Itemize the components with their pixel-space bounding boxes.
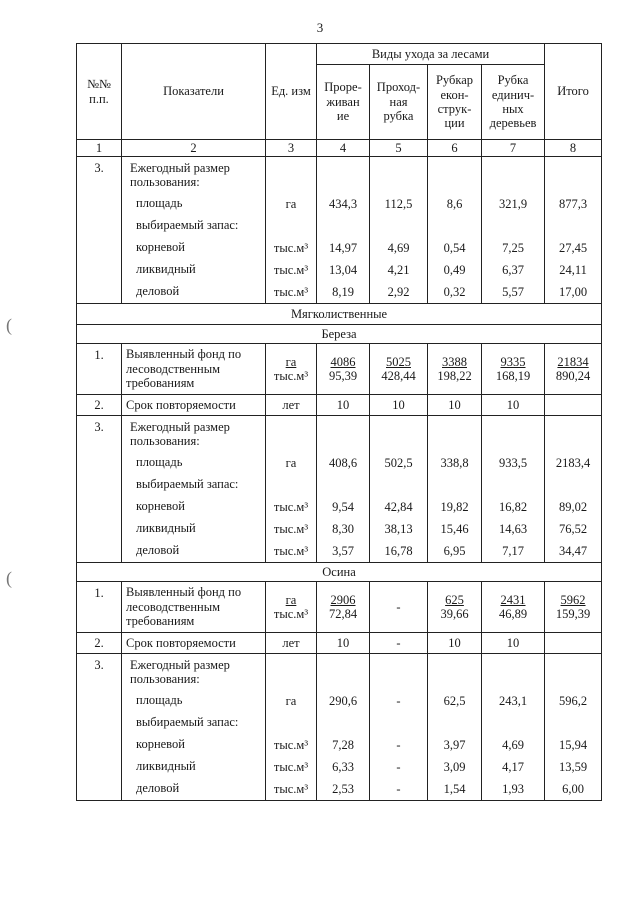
row-num: 3. <box>77 157 122 304</box>
stock-value: 0,49 <box>443 262 466 277</box>
stock-unit: тыс.м³ <box>273 262 309 277</box>
row-num: 1. <box>77 344 122 395</box>
area-value: 8,6 <box>446 196 463 211</box>
stock-value: 8,30 <box>332 521 354 536</box>
area-unit: га <box>285 455 297 470</box>
type-values <box>482 157 545 304</box>
section-soft-leaved: Мягколиственные <box>77 304 602 325</box>
stock-value: 1,93 <box>502 781 524 796</box>
value-stack <box>321 654 365 800</box>
stock-unit: тыс.м³ <box>273 543 309 558</box>
unit-top: га <box>285 354 297 369</box>
title-spacer <box>432 654 477 690</box>
blank <box>432 712 477 734</box>
stock-value: 15,94 <box>558 737 588 752</box>
unit-fraction <box>270 355 312 384</box>
stock-unit: тыс.м³ <box>273 737 309 752</box>
value-fraction <box>549 355 597 384</box>
header-type: Рубка единич-ных деревьев <box>482 65 545 140</box>
annual-units <box>266 157 317 304</box>
stock-value: 7,25 <box>502 240 524 255</box>
type-values <box>370 157 428 304</box>
stock-value: 0,32 <box>443 284 466 299</box>
value-stack <box>321 157 365 303</box>
unit-stack <box>270 416 312 562</box>
stock-value: 14,63 <box>498 521 528 536</box>
column-number: 6 <box>428 140 482 157</box>
annual-usage-row <box>77 157 602 304</box>
term-row <box>77 633 602 654</box>
annual-units <box>266 654 317 801</box>
value-top: 5962 <box>560 592 586 607</box>
stock-value: 0,54 <box>443 240 466 255</box>
stock-value: 24,11 <box>559 262 587 277</box>
term-row <box>77 395 602 416</box>
stock-value: - <box>396 737 401 752</box>
unit-fraction <box>270 593 312 622</box>
fund-value <box>428 582 482 633</box>
header-num: №№ п.п. <box>77 44 122 140</box>
blank <box>374 712 423 734</box>
stock-value: 3,97 <box>443 737 466 752</box>
area-label: площадь <box>136 195 183 210</box>
stock-value: - <box>396 759 401 774</box>
value-stack <box>374 654 423 800</box>
title-spacer <box>270 157 312 193</box>
fund-value <box>428 344 482 395</box>
stock-value: 4,69 <box>502 737 524 752</box>
area-value: 877,3 <box>558 196 588 211</box>
value-fraction <box>321 355 365 384</box>
fund-value <box>482 344 545 395</box>
stock-value: - <box>396 781 401 796</box>
column-number-row <box>77 140 602 157</box>
value-stack <box>432 416 477 562</box>
column-number: 5 <box>370 140 428 157</box>
stock-value: 3,57 <box>332 543 354 558</box>
stock-value: 15,46 <box>440 521 469 536</box>
blank <box>321 215 365 237</box>
value-stack <box>549 654 597 800</box>
blank <box>432 215 477 237</box>
type-values <box>428 654 482 801</box>
section-birch: Береза <box>77 325 602 344</box>
stock-value: 2,53 <box>332 781 354 796</box>
area-value: 62,5 <box>443 693 466 708</box>
row-num: 1. <box>77 582 122 633</box>
area-value: 290,6 <box>328 693 358 708</box>
term-value: 10 <box>428 633 482 654</box>
stock-unit: тыс.м³ <box>273 240 309 255</box>
title-spacer <box>270 654 312 690</box>
value-stack <box>374 416 423 562</box>
value-fraction <box>486 593 540 622</box>
row-num: 3. <box>77 416 122 563</box>
title-spacer <box>549 416 597 452</box>
section-aspen: Осина <box>77 563 602 582</box>
stock-row-label: ликвидный <box>136 261 196 276</box>
area-label: площадь <box>136 454 183 469</box>
annual-indicators <box>122 654 266 801</box>
annual-usage-row <box>77 654 602 801</box>
value-fraction <box>486 355 540 384</box>
area-value: 408,6 <box>328 455 358 470</box>
value-top: 4086 <box>330 354 356 369</box>
stock-value: 6,33 <box>332 759 354 774</box>
stock-row-label: корневой <box>136 498 185 513</box>
section-aspen-row <box>77 563 602 582</box>
stock-value: 9,54 <box>332 499 354 514</box>
stock-value: 4,17 <box>502 759 524 774</box>
fund-label: Выявленный фонд по лесоводственным требованиям <box>122 344 266 395</box>
blank <box>486 474 540 496</box>
value-top: 9335 <box>500 354 526 369</box>
area-value: 243,1 <box>498 693 528 708</box>
blank <box>270 712 312 734</box>
header-types-title: Виды ухода за лесами <box>317 44 545 65</box>
stock-value: 13,04 <box>328 262 358 277</box>
column-number: 3 <box>266 140 317 157</box>
value-stack <box>321 416 365 562</box>
area-value: 338,8 <box>440 455 469 470</box>
value-fraction <box>374 600 423 614</box>
value-stack <box>549 157 597 303</box>
value-bottom: 95,39 <box>328 369 358 383</box>
blank <box>549 474 597 496</box>
stock-value: 13,59 <box>558 759 588 774</box>
blank <box>321 712 365 734</box>
value-bottom: 428,44 <box>381 369 416 383</box>
row-num: 2. <box>77 395 122 416</box>
term-value: - <box>370 633 428 654</box>
stock-value: 19,82 <box>440 499 469 514</box>
title-spacer <box>374 157 423 193</box>
value-top: 5025 <box>386 354 411 369</box>
title-spacer <box>549 157 597 193</box>
type-values <box>317 157 370 304</box>
stock-value: 6,00 <box>562 781 584 796</box>
type-values <box>428 157 482 304</box>
value-top: - <box>396 599 401 614</box>
fund-value <box>317 582 370 633</box>
title-spacer <box>432 157 477 193</box>
annual-indicators <box>122 416 266 563</box>
area-value: 502,5 <box>384 455 413 470</box>
title-spacer <box>270 416 312 452</box>
title-spacer <box>486 654 540 690</box>
value-fraction <box>321 593 365 622</box>
stock-value: 17,00 <box>558 284 588 299</box>
stock-row-label: деловой <box>136 780 180 795</box>
blank <box>374 215 423 237</box>
section-soft-leaved-row <box>77 304 602 325</box>
term-label: Срок повторяемости <box>122 395 266 416</box>
annual-usage-row <box>77 416 602 563</box>
stock-value: 4,21 <box>387 262 410 277</box>
value-top: 3388 <box>442 354 467 369</box>
stock-value: 76,52 <box>558 521 588 536</box>
annual-units <box>266 416 317 563</box>
value-top: 625 <box>445 592 464 607</box>
stock-row-label: ликвидный <box>136 758 196 773</box>
fund-unit <box>266 582 317 633</box>
header-indicators: Показатели <box>122 44 266 140</box>
type-values <box>370 654 428 801</box>
value-top: 2906 <box>330 592 356 607</box>
title-spacer <box>486 416 540 452</box>
stock-value: 7,28 <box>332 737 354 752</box>
stock-value: 27,45 <box>558 240 588 255</box>
stock-label: выбираемый запас: <box>136 217 239 232</box>
term-value: 10 <box>482 395 545 416</box>
stock-value: 4,69 <box>387 240 410 255</box>
fund-total <box>545 582 602 633</box>
stock-value: 3,09 <box>443 759 466 774</box>
row-num: 3. <box>77 654 122 801</box>
stock-value: 34,47 <box>558 543 588 558</box>
area-unit: га <box>285 196 297 211</box>
punch-mark: ( <box>6 568 12 588</box>
stock-unit: тыс.м³ <box>273 284 309 299</box>
fund-value <box>482 582 545 633</box>
stock-value: 7,17 <box>502 543 524 558</box>
value-stack <box>486 157 540 303</box>
stock-label: выбираемый запас: <box>136 714 239 729</box>
blank <box>432 474 477 496</box>
blank <box>374 474 423 496</box>
area-unit: га <box>285 693 297 708</box>
stock-value: 5,57 <box>502 284 524 299</box>
stock-row-label: деловой <box>136 283 180 298</box>
stock-row-label: корневой <box>136 239 185 254</box>
blank <box>270 474 312 496</box>
annual-title: Ежегодный размер пользования: <box>130 658 230 687</box>
column-number: 7 <box>482 140 545 157</box>
column-number: 4 <box>317 140 370 157</box>
value-bottom: 46,89 <box>498 607 528 621</box>
fund-label: Выявленный фонд по лесоводственным требованиям <box>122 582 266 633</box>
value-top: 21834 <box>557 354 589 369</box>
value-bottom: 159,39 <box>555 607 591 621</box>
type-values <box>370 416 428 563</box>
fund-row <box>77 582 602 633</box>
total-values <box>545 654 602 801</box>
annual-indicators <box>122 157 266 304</box>
stock-row-label: ликвидный <box>136 520 196 535</box>
stock-value: 8,19 <box>332 284 354 299</box>
term-value <box>545 633 602 654</box>
annual-title: Ежегодный размер пользования: <box>130 161 230 190</box>
value-stack <box>549 416 597 562</box>
area-value: 321,9 <box>498 196 528 211</box>
term-value: 10 <box>317 395 370 416</box>
blank <box>270 215 312 237</box>
page-number: 3 <box>316 20 324 35</box>
value-bottom: 198,22 <box>437 369 472 383</box>
stock-label: выбираемый запас: <box>136 476 239 491</box>
value-fraction <box>549 593 597 622</box>
stock-value: 42,84 <box>384 499 413 514</box>
stock-value: 38,13 <box>384 521 413 536</box>
forest-care-table <box>76 43 602 801</box>
title-spacer <box>374 416 423 452</box>
stock-value: 16,78 <box>384 543 413 558</box>
title-spacer <box>486 157 540 193</box>
fund-unit <box>266 344 317 395</box>
area-value: 2183,4 <box>555 455 591 470</box>
stock-value: 16,82 <box>498 499 528 514</box>
header-type: Проре-живан ие <box>317 65 370 140</box>
value-stack <box>486 654 540 800</box>
header-type: Проход-ная рубка <box>370 65 428 140</box>
annual-title: Ежегодный размер пользования: <box>130 420 230 449</box>
area-label: площадь <box>136 692 183 707</box>
title-spacer <box>321 157 365 193</box>
indicator-stack <box>126 416 261 561</box>
term-value <box>545 395 602 416</box>
stock-unit: тыс.м³ <box>273 759 309 774</box>
blank <box>486 712 540 734</box>
fund-row <box>77 344 602 395</box>
title-spacer <box>321 416 365 452</box>
value-fraction <box>432 593 477 622</box>
stock-row-label: корневой <box>136 736 185 751</box>
value-stack <box>486 416 540 562</box>
area-value: 596,2 <box>558 693 588 708</box>
indicator-stack <box>126 654 261 799</box>
header-total: Итого <box>545 44 602 140</box>
stock-value: 6,37 <box>502 262 524 277</box>
fund-value <box>317 344 370 395</box>
header-type: Рубкар екон-струк-ции <box>428 65 482 140</box>
value-fraction <box>374 355 423 384</box>
stock-value: 6,95 <box>443 543 466 558</box>
row-num: 2. <box>77 633 122 654</box>
type-values <box>317 416 370 563</box>
term-value: 10 <box>317 633 370 654</box>
type-values <box>317 654 370 801</box>
term-value: 10 <box>482 633 545 654</box>
type-values <box>428 416 482 563</box>
stock-value: 2,92 <box>387 284 410 299</box>
stock-unit: тыс.м³ <box>273 521 309 536</box>
title-spacer <box>321 654 365 690</box>
title-spacer <box>374 654 423 690</box>
fund-value <box>370 344 428 395</box>
stock-unit: тыс.м³ <box>273 781 309 796</box>
fund-total <box>545 344 602 395</box>
punch-mark: ( <box>6 315 12 335</box>
unit-bottom: тыс.м³ <box>273 369 309 383</box>
column-number: 8 <box>545 140 602 157</box>
stock-value: 89,02 <box>558 499 588 514</box>
value-bottom: 72,84 <box>328 607 358 621</box>
blank <box>321 474 365 496</box>
unit-stack <box>270 654 312 800</box>
stock-unit: тыс.м³ <box>273 499 309 514</box>
stock-value: 14,97 <box>328 240 358 255</box>
blank <box>486 215 540 237</box>
value-bottom: 890,24 <box>555 369 591 383</box>
term-label: Срок повторяемости <box>122 633 266 654</box>
column-number: 2 <box>122 140 266 157</box>
title-spacer <box>432 416 477 452</box>
area-value: 434,3 <box>328 196 358 211</box>
type-values <box>482 654 545 801</box>
value-stack <box>374 157 423 303</box>
fund-value <box>370 582 428 633</box>
area-value: 933,5 <box>498 455 528 470</box>
blank <box>549 215 597 237</box>
unit-stack <box>270 157 312 303</box>
value-bottom: 39,66 <box>440 607 469 621</box>
value-fraction <box>432 355 477 384</box>
term-unit: лет <box>266 633 317 654</box>
term-unit: лет <box>266 395 317 416</box>
value-stack <box>432 654 477 800</box>
stock-row-label: деловой <box>136 542 180 557</box>
unit-bottom: тыс.м³ <box>273 607 309 621</box>
column-number: 1 <box>77 140 122 157</box>
term-value: 10 <box>370 395 428 416</box>
section-birch-row <box>77 325 602 344</box>
term-value: 10 <box>428 395 482 416</box>
total-values <box>545 416 602 563</box>
area-value: 112,5 <box>384 196 413 211</box>
title-spacer <box>549 654 597 690</box>
stock-value: 1,54 <box>443 781 466 796</box>
header-unit: Ед. изм <box>266 44 317 140</box>
unit-top: га <box>285 592 297 607</box>
indicator-stack <box>126 157 261 302</box>
blank <box>549 712 597 734</box>
value-stack <box>432 157 477 303</box>
area-value: - <box>396 693 401 708</box>
type-values <box>482 416 545 563</box>
value-bottom: 168,19 <box>495 369 531 383</box>
value-top: 2431 <box>500 592 526 607</box>
header-row <box>77 44 602 65</box>
total-values <box>545 157 602 304</box>
